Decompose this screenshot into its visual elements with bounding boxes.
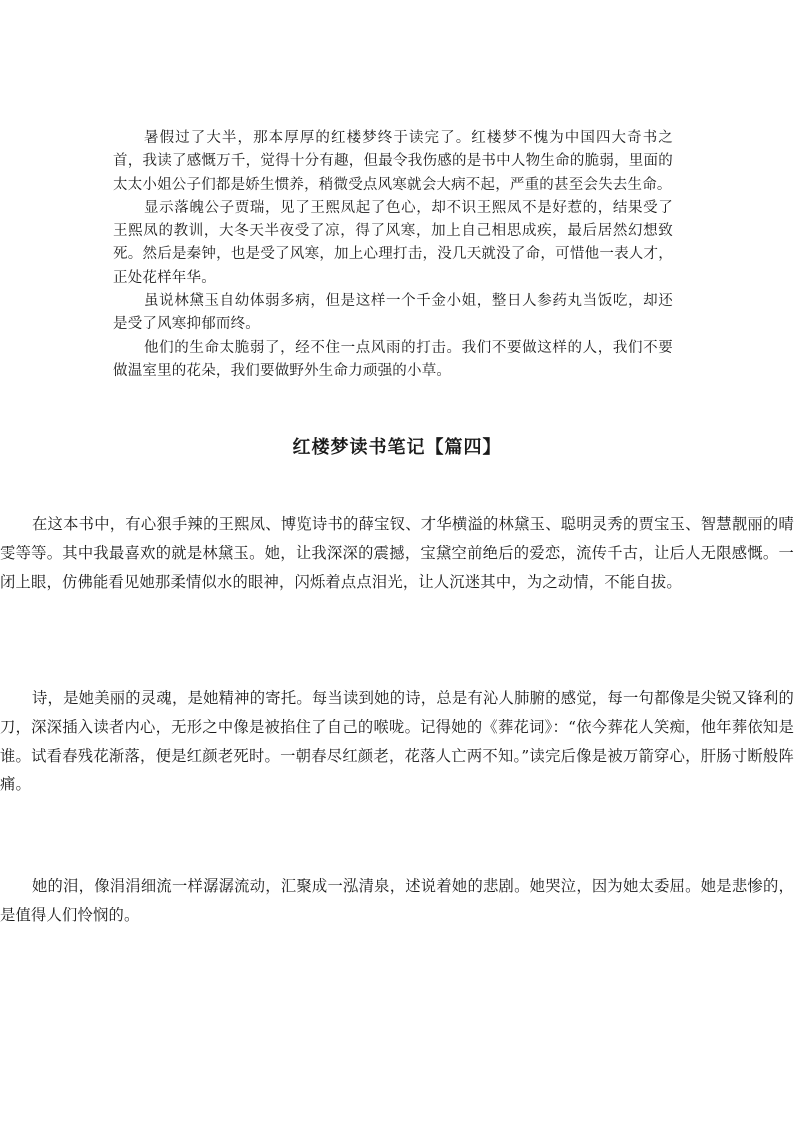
paragraph: 诗，是她美丽的灵魂，是她精神的寄托。每当读到她的诗，总是有沁人肺腑的感觉，每一句都像是尖锐又锋利的刀，深深插入读者内心，无形之中像是被掐住了自己的喉咙。记得她的《葬花词》：“依今葬花人笑痴，他年葬依知是谁。试看春残花渐落，便是红颜老死时。一朝春尽红颜老，花落人亡两不知。”读完后像是被万箭穿心，肝肠寸断般阵痛。	[0, 689, 794, 794]
chapter-heading: 红楼梦读书笔记【篇四】	[292, 437, 502, 458]
paragraph: 在这本书中，有心狠手辣的王熙凤、博览诗书的薛宝钗、才华横溢的林黛玉、聪明灵秀的贾宝玉、智慧靓丽的晴雯等等。其中我最喜欢的就是林黛玉。她，让我深深的震撼，宝黛空前绝后的爱恋，流传千古，让后人无限感慨。一闭上眼，仿佛能看见她那柔情似水的眼神，闪烁着点点泪光，让人沉迷其中，为之动情，不能自拔。	[0, 515, 794, 591]
paragraph: 她的泪，像涓涓细流一样潺潺流动，汇聚成一泓清泉，述说着她的悲剧。她哭泣，因为她太委屈。她是悲惨的，是值得人们怜悯的。	[0, 877, 794, 924]
paragraph: 暑假过了大半，那本厚厚的红楼梦终于读完了。红楼梦不愧为中国四大奇书之首，我读了感慨万千，觉得十分有趣，但最令我伤感的是书中人物生命的脆弱，里面的太太小姐公子们都是娇生惯养，稍微受点风寒就会大病不起，严重的甚至会失去生命。	[113, 130, 673, 193]
paragraph: 他们的生命太脆弱了，经不住一点风雨的打击。我们不要做这样的人，我们不要做温室里的花朵，我们要做野外生命力顽强的小草。	[113, 339, 673, 379]
paragraph: 显示落魄公子贾瑞，见了王熙凤起了色心，却不识王熙凤不是好惹的，结果受了王熙凤的教训，大冬天半夜受了凉，得了风寒，加上自己相思成疾，最后居然幻想致死。然后是秦钟，也是受了风寒，加上心理打击，没几天就没了命，可惜他一表人才，正处花样年华。	[113, 199, 673, 286]
essay-section-one	[113, 127, 673, 383]
paragraph: 虽说林黛玉自幼体弱多病，但是这样一个千金小姐，整日人参药丸当饭吃，却还是受了风寒抑郁而终。	[113, 293, 673, 333]
